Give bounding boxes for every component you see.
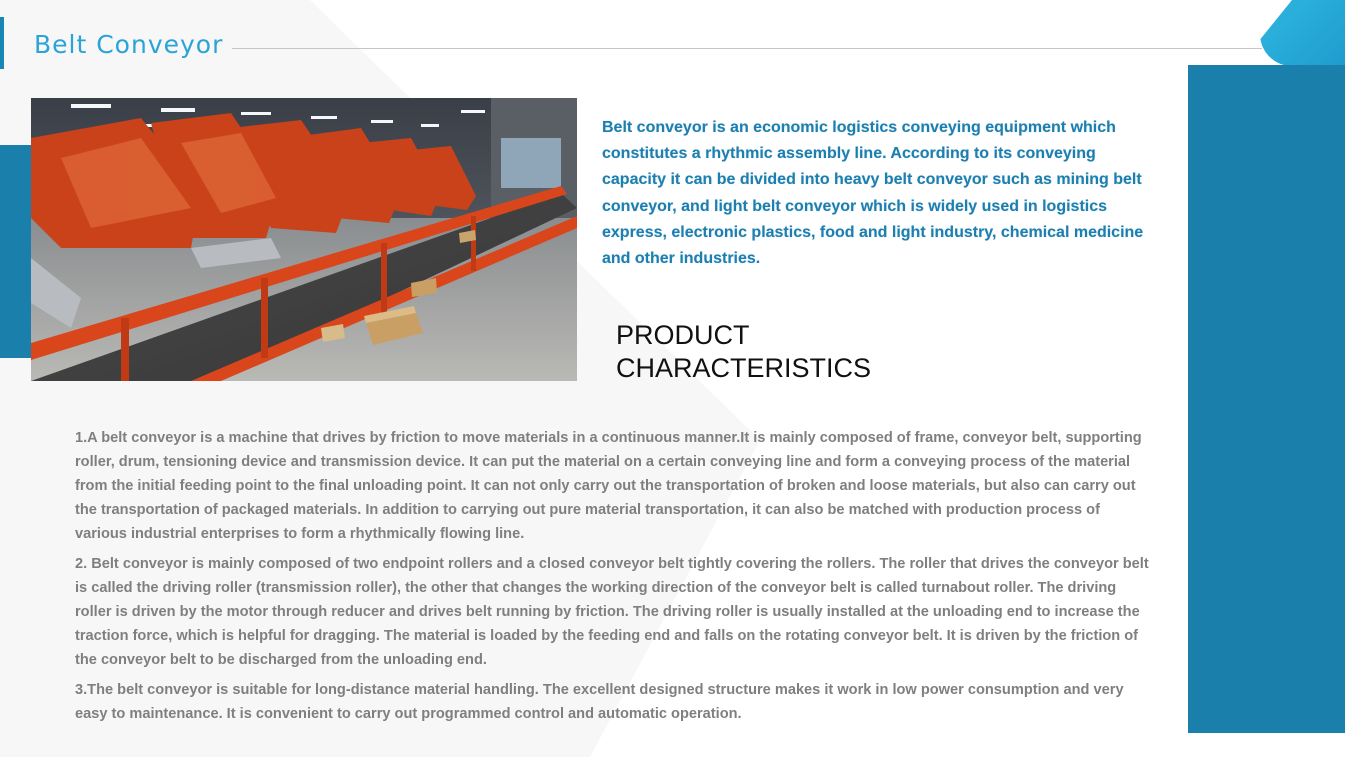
belt-conveyor-photo xyxy=(31,98,577,381)
section-heading: PRODUCT CHARACTERISTICS xyxy=(616,320,872,383)
slide-title: Belt Conveyor xyxy=(34,30,224,59)
title-divider-line xyxy=(232,48,1262,49)
characteristic-item-3: 3.The belt conveyor is suitable for long-distance material handling. The excellent designed structure makes it work in low power consumption and very easy to maintenance. It is convenient to carry out programmed control and automatic operation. xyxy=(75,682,1124,722)
title-accent-bar xyxy=(0,17,4,69)
intro-paragraph: Belt conveyor is an economic logistics conveying equipment which constitutes a rhythmic assembly line. According to its conveying capacity it can be divided into heavy belt conveyor such as mining belt conveyor, and light belt conveyor which is widely used in logistics express, electronic plastics, food and light industry, chemical medicine and other industries. xyxy=(602,119,1144,268)
characteristic-item-1: 1.A belt conveyor is a machine that drives by friction to move materials in a continuous manner.It is mainly composed of frame, conveyor belt, supporting roller, drum, tensioning device and transmission device. It can put the material on a certain conveying line and form a conveying process of the material from the initial feeding point to the final unloading point. It can not only carry out the transportation of broken and loose materials, but also can carry out the transportation of packaged materials. In addition to carrying out pure material transportation, it can also be matched with production process of various industrial enterprises to form a rhythmically flowing line. xyxy=(75,430,1142,542)
characteristic-item-2: 2. Belt conveyor is mainly composed of two endpoint rollers and a closed conveyor belt tightly covering the rollers. The roller that drives the conveyor belt is called the driving roller (transmission roller), the other that changes the working direction of the conveyor belt is called turnabout roller. The driving roller is driven by the motor through reducer and drives belt running by friction. The driving roller is usually installed at the unloading end to increase the traction force, which is helpful for dragging. The material is loaded by the feeding end and falls on the rotating conveyor belt. It is driven by the friction of the conveyor belt to be discharged from the unloading end. xyxy=(75,556,1149,668)
right-accent-panel xyxy=(1188,65,1345,733)
characteristics-list xyxy=(75,426,1155,732)
left-accent-bar xyxy=(0,145,31,358)
